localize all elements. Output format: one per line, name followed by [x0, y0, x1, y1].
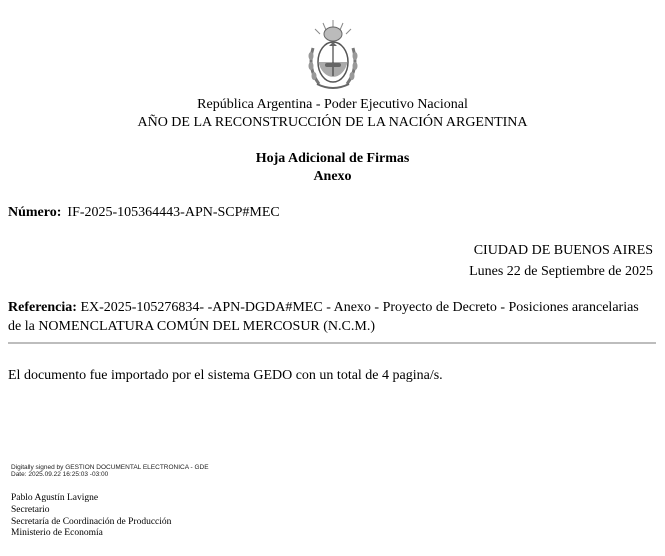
- coat-of-arms-icon: [305, 18, 361, 94]
- number-value: IF-2025-105364443-APN-SCP#MEC: [67, 205, 280, 220]
- date: Lunes 22 de Septiembre de 2025: [469, 264, 653, 279]
- header-government: República Argentina - Poder Ejecutivo Nacional: [197, 97, 468, 112]
- reference-text: EX-2025-105276834- -APN-DGDA#MEC - Anexo - Proyecto de Decreto - Posiciones arancelarias de la NOMENCLATURA COMÚN DEL MERCOSUR (N.C.M.): [8, 300, 639, 334]
- document-subtitle: Anexo: [313, 169, 352, 184]
- signer-office: Secretaría de Coordinación de Producción: [11, 516, 172, 527]
- digital-signature-stamp: [11, 464, 209, 478]
- body-text: El documento fue importado por el sistema GEDO con un total de 4 pagina/s.: [8, 368, 443, 383]
- signer-role: Secretario: [11, 504, 50, 515]
- signature-signed-by: Digitally signed by GESTION DOCUMENTAL ELECTRONICA - GDE: [11, 464, 209, 471]
- signer-block: [11, 493, 171, 540]
- city: CIUDAD DE BUENOS AIRES: [473, 243, 653, 258]
- reference-label: Referencia:: [8, 300, 77, 315]
- signer-ministry: Ministerio de Economía: [11, 528, 103, 539]
- document-number: [8, 205, 280, 221]
- divider: [8, 342, 656, 344]
- document-title: Hoja Adicional de Firmas: [255, 151, 410, 166]
- signer-name: Pablo Agustín Lavigne: [11, 493, 99, 503]
- number-label: Número:: [8, 205, 62, 220]
- reference: [8, 298, 653, 336]
- header-year-motto: AÑO DE LA RECONSTRUCCIÓN DE LA NACIÓN ARGENTINA: [137, 115, 528, 130]
- signature-date: Date: 2025.09.22 16:25:03 -03:00: [11, 471, 109, 478]
